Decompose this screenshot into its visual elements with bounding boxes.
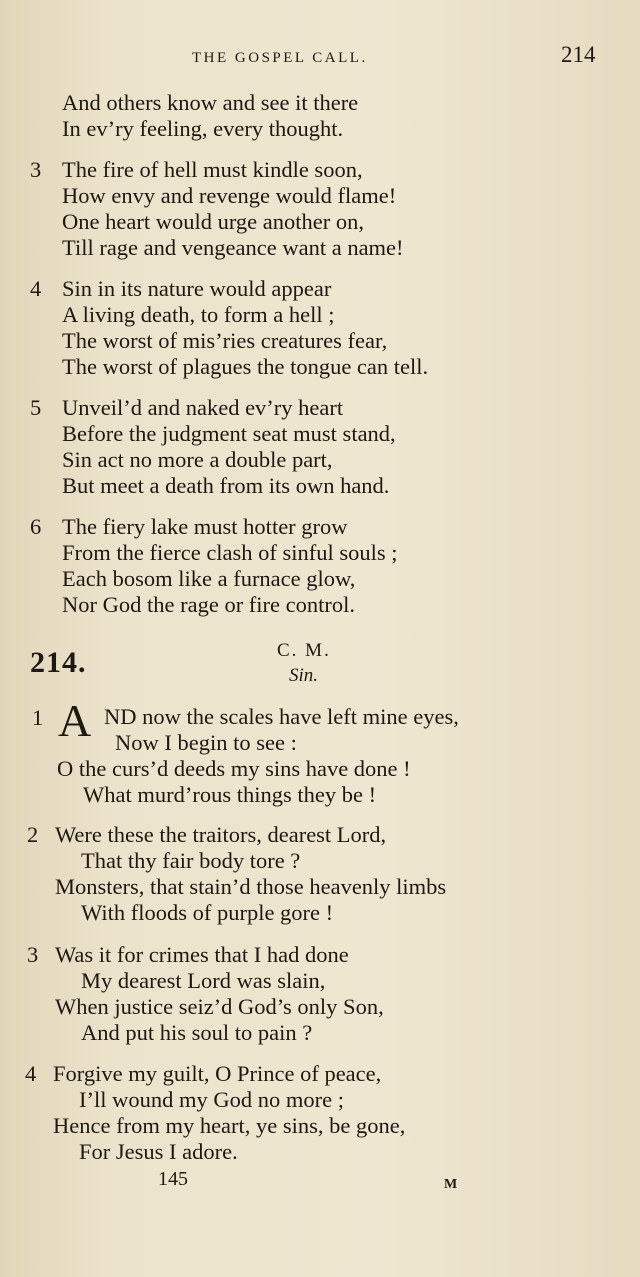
verse-line: Sin act no more a double part, — [62, 447, 333, 472]
verse-line: But meet a death from its own hand. — [62, 473, 390, 498]
verse-line: Was it for crimes that I had done — [55, 942, 349, 967]
verse-line: The worst of mis’ries creatures fear, — [62, 328, 388, 353]
verse-line: The fiery lake must hotter grow — [62, 514, 348, 539]
verse-number: 3 — [27, 942, 39, 967]
verse-line: Were these the traitors, dearest Lord, — [55, 822, 387, 847]
verse-line: That thy fair body tore ? — [81, 848, 301, 873]
verse-line: In ev’ry feeling, every thought. — [62, 116, 344, 141]
verse-number: 4 — [30, 276, 42, 301]
verse-line: How envy and revenge would flame! — [62, 183, 397, 208]
page-hymn-number: 214 — [561, 42, 596, 67]
running-title: THE GOSPEL CALL. — [192, 50, 368, 66]
verse-line: What murd’rous things they be ! — [83, 782, 377, 807]
verse-number: 2 — [27, 822, 39, 847]
verse-line: When justice seiz’d God’s only Son, — [55, 994, 384, 1019]
verse-line: The fire of hell must kindle soon, — [62, 157, 363, 182]
verse-line: And others know and see it there — [62, 90, 359, 115]
verse-number: 1 — [32, 705, 44, 730]
verse-line: Forgive my guilt, O Prince of peace, — [53, 1061, 382, 1086]
verse-line: Before the judgment seat must stand, — [62, 421, 396, 446]
verse-line: ND now the scales have left mine eyes, — [104, 704, 459, 729]
verse-line: From the fierce clash of sinful souls ; — [62, 540, 398, 565]
verse-line: I’ll wound my God no more ; — [79, 1087, 344, 1112]
verse-line: And put his soul to pain ? — [81, 1020, 313, 1045]
verse-number: 3 — [30, 157, 42, 182]
verse-line: Unveil’d and naked ev’ry heart — [62, 395, 344, 420]
verse-line: Each bosom like a furnace glow, — [62, 566, 356, 591]
hymn-meter: C. M. — [277, 640, 331, 661]
verse-line: The worst of plagues the tongue can tell. — [62, 354, 429, 379]
verse-line: A living death, to form a hell ; — [62, 302, 335, 327]
verse-line: Hence from my heart, ye sins, be gone, — [53, 1113, 406, 1138]
verse-line: For Jesus I adore. — [79, 1139, 238, 1164]
verse-line: Sin in its nature would appear — [62, 276, 332, 301]
verse-line: Now I begin to see : — [115, 730, 297, 755]
verse-number: 4 — [25, 1061, 37, 1086]
hymn-subject: Sin. — [289, 665, 319, 686]
verse-line: O the curs’d deeds my sins have done ! — [57, 756, 411, 781]
verse-number: 6 — [30, 514, 42, 539]
signature-mark: M — [444, 1177, 459, 1192]
hymn-number: 214. — [30, 646, 87, 679]
verse-line: Monsters, that stain’d those heavenly limbs — [55, 874, 447, 899]
drop-cap: A — [58, 695, 92, 746]
page-number: 145 — [158, 1168, 188, 1190]
verse-line: My dearest Lord was slain, — [81, 968, 326, 993]
verse-number: 5 — [30, 395, 42, 420]
verse-line: Nor God the rage or fire control. — [62, 592, 356, 617]
verse-line: One heart would urge another on, — [62, 209, 364, 234]
verse-line: With floods of purple gore ! — [81, 900, 334, 925]
verse-line: Till rage and vengeance want a name! — [62, 235, 404, 260]
